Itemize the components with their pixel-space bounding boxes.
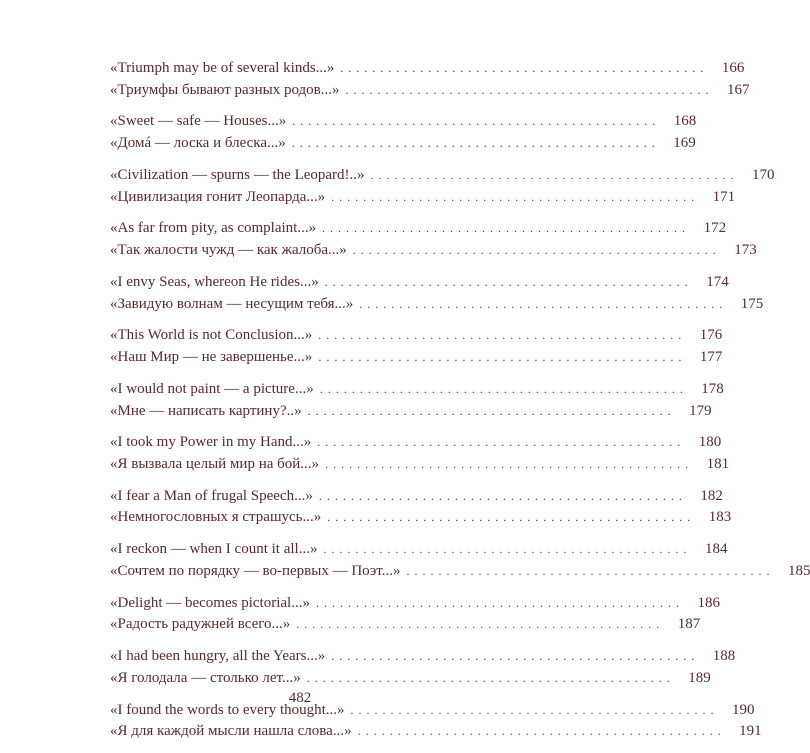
toc-entry-english — [110, 432, 722, 454]
entry-title: «I had been hungry, all the Years...» — [110, 648, 326, 665]
dot-leader: .............................................. — [323, 542, 692, 557]
dot-leader: .............................................. — [352, 243, 721, 258]
entry-page-number: 172 — [703, 220, 727, 237]
entry-page-number: 183 — [708, 509, 732, 526]
entry-title: «I fear a Man of frugal Speech...» — [110, 487, 313, 504]
entry-title: «I took my Power in my Hand...» — [110, 434, 312, 451]
entry-page-number: 178 — [701, 380, 724, 397]
toc-group — [110, 379, 724, 422]
toc-entry-russian — [110, 668, 711, 690]
dot-leader: .............................................. — [292, 114, 661, 129]
toc-entry-english — [110, 165, 775, 187]
dot-leader: .............................................. — [318, 350, 687, 365]
toc-entry-english — [110, 218, 727, 240]
entry-title: «Домá — лоска и блеска...» — [110, 135, 286, 152]
entry-title: «Сочтем по порядку — во-первых — Поэт...» — [110, 562, 401, 579]
toc-entry-russian — [110, 614, 701, 636]
toc-entry-russian — [110, 507, 732, 529]
dot-leader: .............................................. — [370, 167, 739, 182]
toc-group — [110, 325, 723, 368]
entry-page-number: 180 — [698, 434, 722, 451]
entry-page-number: 168 — [673, 113, 697, 130]
toc-group — [110, 486, 732, 529]
toc-entry-russian — [110, 80, 750, 102]
entry-title: «Триумфы бывают разных родов...» — [110, 81, 340, 98]
entry-page-number: 185 — [787, 562, 810, 579]
dot-leader: .............................................. — [317, 435, 686, 450]
toc-entry-russian — [110, 133, 696, 155]
entry-title: «Я для каждой мысли нашла слова...» — [110, 723, 352, 740]
dot-leader: .............................................. — [350, 702, 719, 717]
entry-title: «Я вызвала целый мир на бой...» — [110, 455, 320, 472]
entry-title: «Немногословных я страшусь...» — [110, 509, 322, 526]
toc-entry-english — [110, 593, 720, 615]
dot-leader: .............................................. — [318, 328, 687, 343]
dot-leader: .............................................. — [296, 617, 665, 632]
entry-page-number: 171 — [712, 188, 736, 205]
entry-title: «Завидую волнам — несущим тебя...» — [110, 295, 354, 312]
toc-entry-english — [110, 646, 736, 668]
entry-page-number: 167 — [727, 81, 750, 98]
dot-leader: .............................................. — [291, 136, 660, 151]
dot-leader: .............................................. — [406, 563, 775, 578]
toc-entry-russian — [110, 240, 757, 262]
entry-page-number: 181 — [706, 455, 730, 472]
toc-entry-english — [110, 272, 729, 294]
toc-entry-russian — [110, 347, 723, 369]
dot-leader: .............................................. — [340, 61, 709, 75]
entry-page-number: 179 — [689, 402, 712, 419]
entry-page-number: 166 — [721, 60, 745, 76]
entry-page-number: 174 — [706, 273, 729, 290]
entry-title: «Радость радужней всего...» — [110, 616, 291, 633]
toc-entry-russian — [110, 294, 764, 316]
entry-page-number: 186 — [697, 594, 720, 611]
dot-leader: .............................................. — [357, 724, 726, 739]
dot-leader: .............................................. — [315, 595, 684, 610]
entry-title: «As far from pity, as complaint...» — [110, 220, 317, 237]
entry-page-number: 175 — [740, 295, 764, 312]
toc-entry-english — [110, 111, 697, 133]
entry-page-number: 187 — [677, 616, 701, 633]
dot-leader: .............................................. — [327, 510, 696, 525]
entry-title: «Наш Мир — не завершенье...» — [110, 349, 313, 366]
entry-page-number: 173 — [734, 242, 757, 259]
entry-title: «Я голодала — столько лет...» — [110, 669, 301, 686]
toc-entry-english — [110, 539, 728, 561]
dot-leader: .............................................. — [322, 221, 691, 236]
dot-leader: .............................................. — [319, 381, 688, 396]
entry-page-number: 191 — [739, 723, 762, 740]
entry-title: «Так жалости чужд — как жалоба...» — [110, 242, 347, 259]
dot-leader: .............................................. — [324, 274, 693, 289]
entry-page-number: 170 — [752, 166, 775, 183]
entry-title: «Sweet — safe — Houses...» — [110, 113, 287, 130]
toc-group — [110, 165, 775, 208]
dot-leader: .............................................. — [331, 189, 700, 204]
dot-leader: .............................................. — [345, 82, 714, 97]
entry-title: «Civilization — spurns — the Leopard!..» — [110, 166, 365, 183]
dot-leader: .............................................. — [318, 488, 687, 503]
dot-leader: .............................................. — [325, 456, 694, 471]
dot-leader: .............................................. — [306, 670, 675, 685]
dot-leader: .............................................. — [359, 296, 728, 311]
entry-title: «I would not paint — a picture...» — [110, 380, 314, 397]
entry-title: «I found the words to every thought...» — [110, 701, 345, 718]
toc-group — [110, 111, 697, 154]
entry-page-number: 169 — [673, 135, 696, 152]
toc-entry-russian — [110, 401, 712, 423]
toc-group — [110, 432, 730, 475]
entry-title: «Цивилизация гонит Леопарда...» — [110, 188, 326, 205]
toc-entry-russian — [110, 187, 736, 209]
toc-entry-english — [110, 58, 745, 80]
dot-leader: .............................................. — [331, 649, 700, 664]
entry-title: «I reckon — when I count it all...» — [110, 541, 318, 558]
entry-page-number: 189 — [688, 669, 711, 686]
toc-group — [110, 58, 750, 101]
toc-group — [110, 218, 757, 261]
dot-leader: .............................................. — [307, 403, 676, 418]
toc-entry-russian — [110, 721, 762, 743]
toc-entry-russian — [110, 561, 810, 583]
toc-entry-english — [110, 486, 723, 508]
entry-page-number: 190 — [732, 701, 755, 718]
toc-group — [110, 593, 720, 636]
entry-page-number: 176 — [699, 327, 723, 344]
table-of-contents — [110, 58, 810, 753]
page-number: 482 — [288, 690, 312, 706]
toc-entry-english — [110, 325, 723, 347]
entry-title: «Triumph may be of several kinds...» — [110, 60, 335, 76]
entry-page-number: 177 — [699, 349, 723, 366]
entry-page-number: 184 — [704, 541, 728, 558]
entry-title: «This World is not Conclusion...» — [110, 327, 313, 344]
entry-title: «Мне — написать картину?..» — [110, 402, 302, 419]
entry-title: «Delight — becomes pictorial...» — [110, 594, 310, 611]
toc-group — [110, 646, 736, 689]
toc-entry-english — [110, 379, 724, 401]
toc-group — [110, 539, 810, 582]
entry-page-number: 182 — [700, 487, 723, 504]
toc-entry-russian — [110, 454, 730, 476]
toc-group — [110, 272, 764, 315]
entry-page-number: 188 — [712, 648, 736, 665]
entry-title: «I envy Seas, whereon He rides...» — [110, 273, 319, 290]
